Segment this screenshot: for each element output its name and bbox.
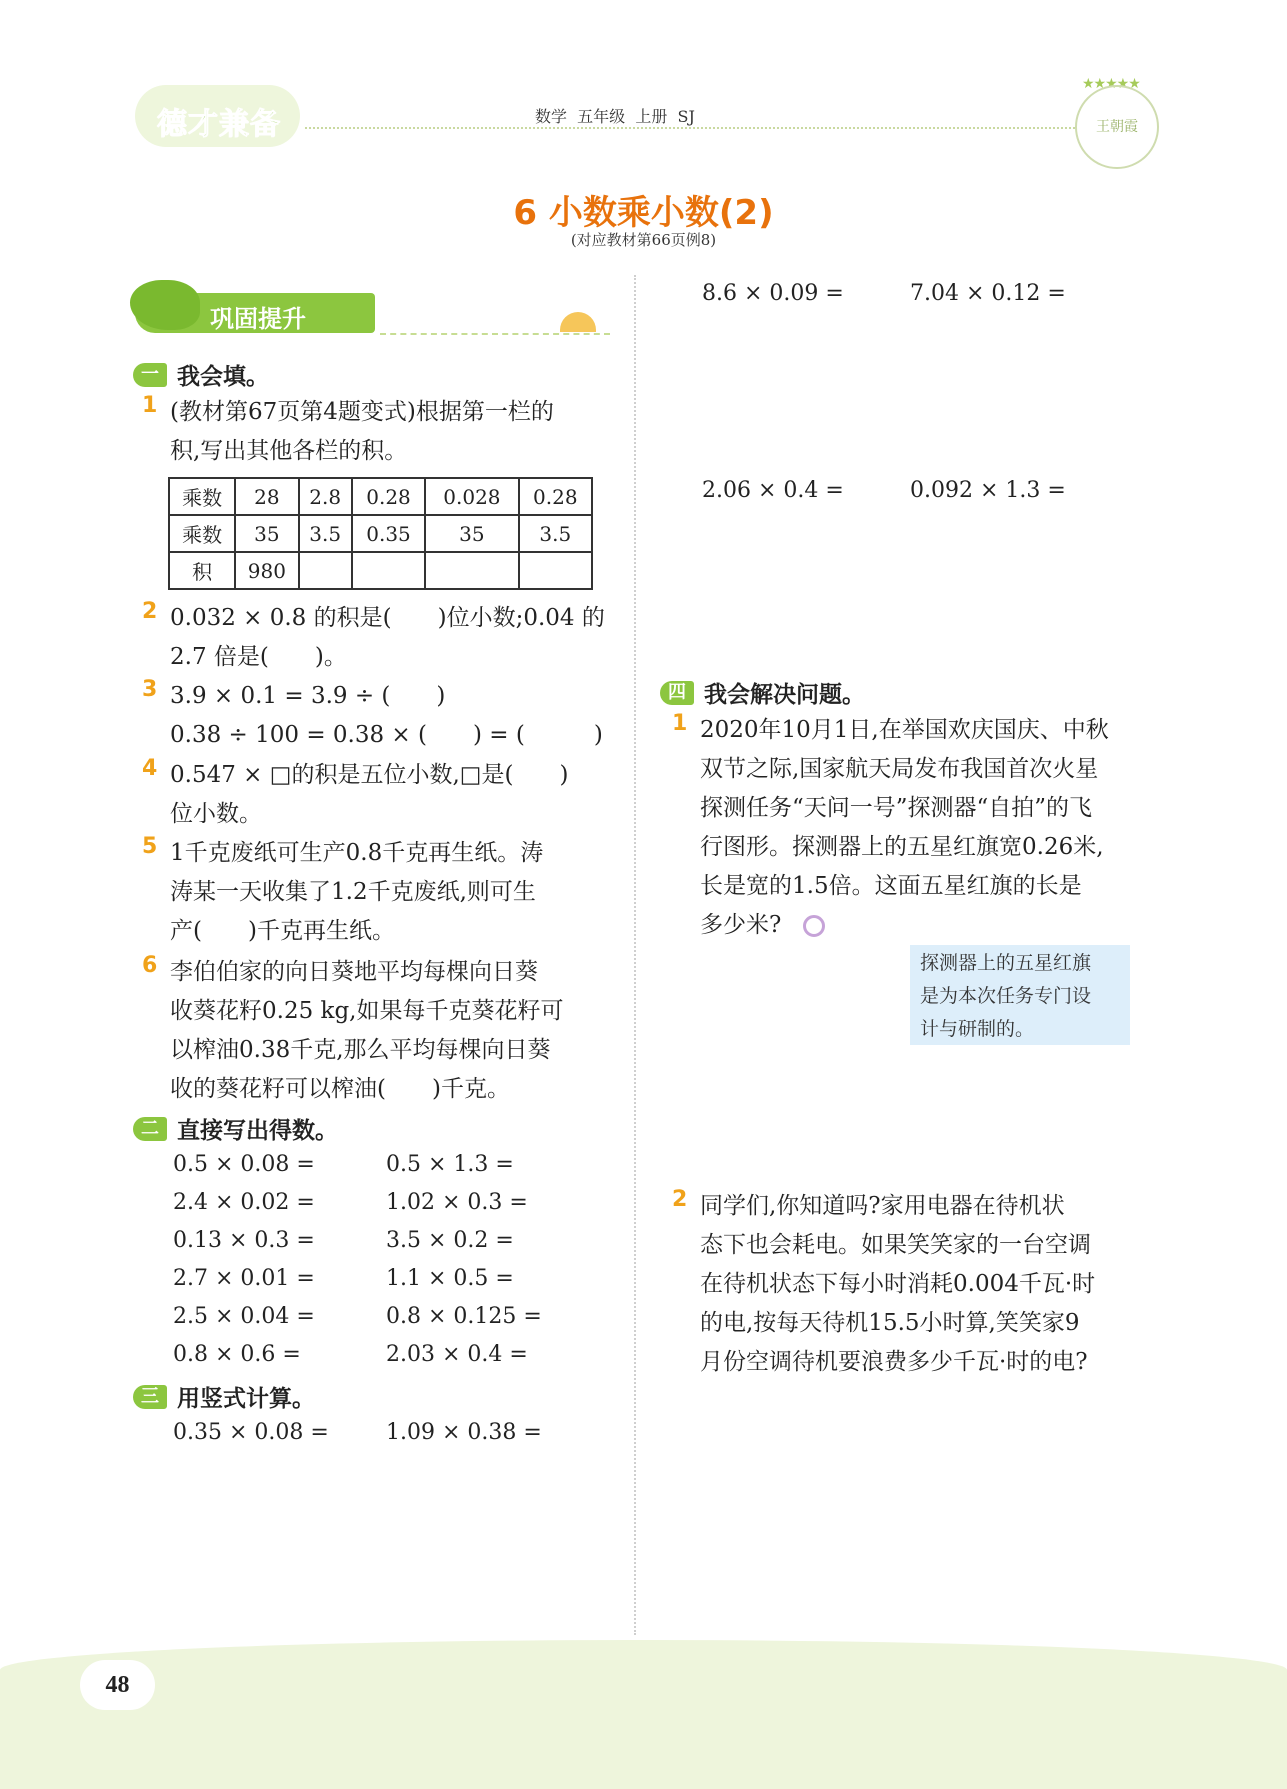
calc-item: 3.5 × 0.2 = [386,1228,514,1253]
section-label: 我会解决问题。 [704,682,865,708]
question-number: 2 [672,1187,688,1212]
question-number: 3 [142,677,158,702]
question-number: 5 [142,834,158,859]
page-subtitle: (对应教材第66页例8) [570,231,717,249]
question-line: 态下也会耗电。如果笑笑家的一台空调 [700,1232,1091,1258]
calc-item: 0.35 × 0.08 = [173,1420,329,1445]
section-badge: 二 [133,1117,167,1141]
question-line: 积,写出其他各栏的积。 [170,438,408,464]
table-cell [352,552,425,589]
question-line: 的电,按每天待机15.5小时算,笑笑家9 [700,1310,1080,1336]
table-cell: 0.35 [352,515,425,552]
question-line: 1千克废纸可生产0.8千克再生纸。涛 [170,840,544,866]
question-line: 月份空调待机要浪费多少千瓦·时的电? [700,1349,1088,1375]
banner-label: 巩固提升 [210,305,306,333]
question-number: 2 [142,599,158,624]
header-divider [305,127,1075,129]
page-number: 48 [80,1660,155,1710]
question-item [672,1187,1145,1382]
calc-item: 0.5 × 0.08 = [173,1152,315,1177]
question-line: 探测任务“天问一号”探测器“自拍”的飞 [700,795,1093,821]
section-heading-4 [660,676,865,709]
hint-note [910,945,1130,1045]
calc-item: 8.6 × 0.09 = [702,281,844,306]
section-badge: 四 [660,681,694,705]
section-label: 直接写出得数。 [177,1118,338,1144]
question-line: 收的葵花籽可以榨油( )千克。 [170,1076,510,1102]
calc-item: 7.04 × 0.12 = [910,281,1066,306]
question-line: 在待机状态下每小时消耗0.004千瓦·时 [700,1271,1096,1297]
brand-logo [135,85,300,147]
table-row [169,478,592,515]
word-problem-2 [672,1187,1145,1382]
question-item [142,677,620,755]
question-item [142,756,620,834]
calc-item: 1.02 × 0.3 = [386,1190,528,1215]
question-item [142,834,620,951]
vertical-calc-row [702,478,1066,503]
sun-icon [560,312,596,332]
question-line: 多少米? [700,912,782,938]
seal-logo: 王朝霞 [1075,85,1159,169]
table-cell: 0.28 [519,478,592,515]
question-line: 李伯伯家的向日葵地平均每棵向日葵 [170,959,538,985]
vertical-calc-row [702,281,1066,306]
calc-item: 0.8 × 0.125 = [386,1304,542,1329]
table-cell: 28 [235,478,298,515]
question-item [672,711,1145,945]
location-pin-icon [803,915,825,937]
table-cell: 980 [235,552,298,589]
section-heading-2 [133,1112,338,1145]
table-cell: 2.8 [299,478,352,515]
question-line: 涛某一天收集了1.2千克废纸,则可生 [170,879,536,905]
section-heading-3 [133,1380,315,1413]
banner-divider [380,333,610,335]
table-cell: 乘数 [169,515,235,552]
note-line: 探测器上的五星红旗 [920,952,1092,974]
note-line: 计与研制的。 [920,1018,1035,1040]
section-heading-1 [133,358,269,391]
calc-item: 2.03 × 0.4 = [386,1342,528,1367]
question-line: 长是宽的1.5倍。这面五星红旗的长是 [700,873,1082,899]
word-problem-1 [672,711,1145,945]
question-line: 3.9 × 0.1 = 3.9 ÷ ( ) [170,683,446,709]
logo-text: 德才兼备 [157,107,281,142]
calc-item: 0.8 × 0.6 = [173,1342,301,1367]
question-item [142,393,620,471]
table-cell [519,552,592,589]
question-line: 以榨油0.38千克,那么平均每棵向日葵 [170,1037,551,1063]
question-number: 1 [142,393,158,418]
question-line: 0.38 ÷ 100 = 0.38 × ( ) = ( ) [170,722,603,748]
question-number: 1 [672,711,688,736]
note-line: 是为本次任务专门设 [920,985,1092,1007]
question-line: 0.032 × 0.8 的积是( )位小数;0.04 的 [170,605,605,631]
table-cell: 35 [235,515,298,552]
question-line: 2020年10月1日,在举国欢庆国庆、中秋 [700,717,1109,743]
question-line: 收葵花籽0.25 kg,如果每千克葵花籽可 [170,998,564,1024]
table-cell [425,552,518,589]
calc-item: 2.7 × 0.01 = [173,1266,315,1291]
question-line: 双节之际,国家航天局发布我国首次火星 [700,756,1099,782]
table-row [169,515,592,552]
calc-item: 0.092 × 1.3 = [910,478,1066,503]
question-line: 行图形。探测器上的五星红旗宽0.26米, [700,834,1104,860]
table-cell: 0.028 [425,478,518,515]
section-label: 我会填。 [177,364,269,390]
section-label: 用竖式计算。 [177,1386,315,1412]
question-item [142,599,620,677]
question-number: 6 [142,953,158,978]
product-table [168,477,593,590]
question-line: 2.7 倍是( )。 [170,644,347,670]
table-cell: 乘数 [169,478,235,515]
table-cell: 0.28 [352,478,425,515]
question-number: 4 [142,756,158,781]
question-line: 0.547 × □的积是五位小数,□是( ) [170,762,569,788]
calc-item: 0.5 × 1.3 = [386,1152,514,1177]
table-row [169,552,592,589]
table-cell [299,552,352,589]
calc-item: 2.5 × 0.04 = [173,1304,315,1329]
vertical-calc-row [173,1420,542,1445]
question-line: (教材第67页第4题变式)根据第一栏的 [170,399,554,425]
section-badge: 三 [133,1385,167,1409]
section-badge: 一 [133,363,167,387]
table-cell: 3.5 [299,515,352,552]
table-cell: 3.5 [519,515,592,552]
question-line: 同学们,你知道吗?家用电器在待机状 [700,1193,1065,1219]
question-line: 位小数。 [170,801,262,827]
calc-item: 1.09 × 0.38 = [386,1420,542,1445]
table-cell: 35 [425,515,518,552]
stars-icon: ★★★★★ [1082,76,1140,92]
page-title: 6 小数乘小数(2) [513,193,774,233]
column-divider [634,275,636,1635]
calc-item: 2.06 × 0.4 = [702,478,844,503]
calc-item: 0.13 × 0.3 = [173,1228,315,1253]
table-cell: 积 [169,552,235,589]
question-line: 产( )千克再生纸。 [170,918,395,944]
calc-item: 2.4 × 0.02 = [173,1190,315,1215]
question-item [142,953,620,1109]
header-subject: 数学 五年级 上册 SJ [535,107,695,126]
footer-decoration [0,1640,1287,1789]
calc-item: 1.1 × 0.5 = [386,1266,514,1291]
